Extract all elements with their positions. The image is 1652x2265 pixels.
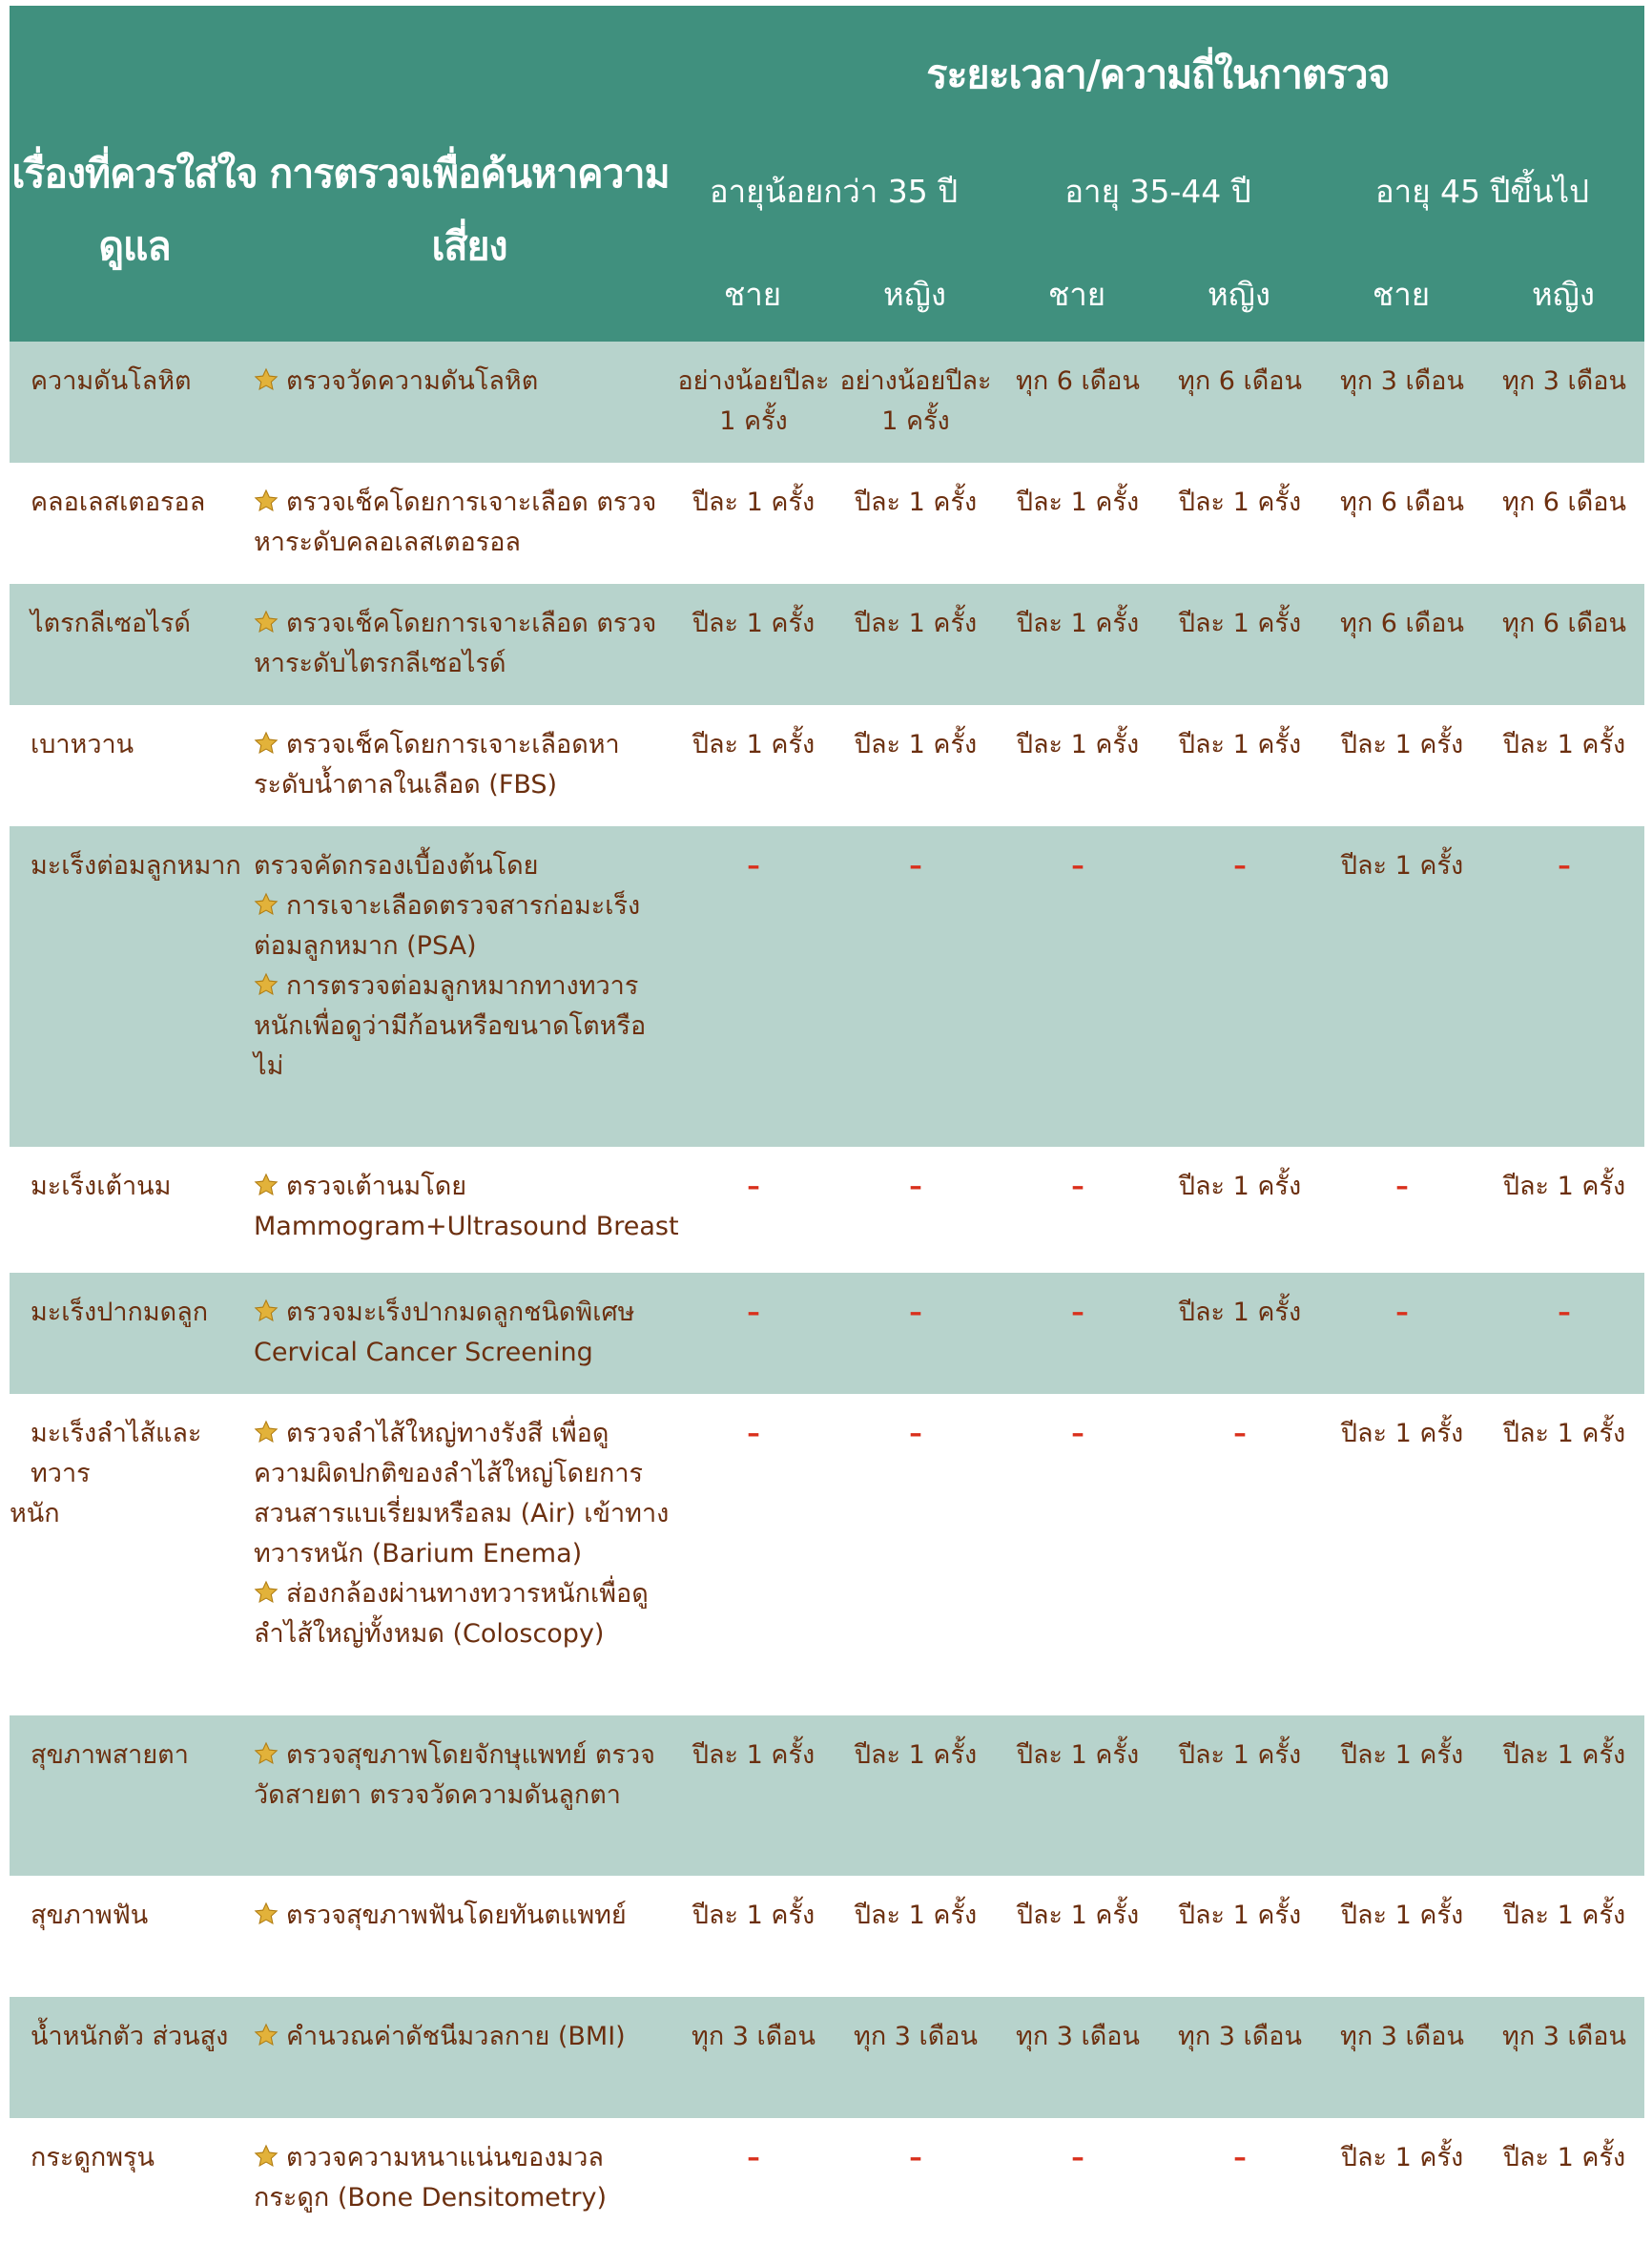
- row-test-line: [254, 1494, 673, 1534]
- freq-cell: [996, 483, 1160, 523]
- row-test-line: [254, 604, 673, 644]
- row-test-text: ตรวจคัดกรองเบื้องต้นโดย: [254, 851, 539, 881]
- freq-line: –: [909, 1172, 922, 1201]
- row-topic: [10, 362, 259, 402]
- freq-line: –: [747, 2143, 760, 2172]
- row-test-text: ตรวจเช็คโดยการเจาะเลือด ตรวจ: [286, 609, 657, 638]
- freq-line: ทุก 6 เดือน: [1502, 488, 1626, 517]
- freq-line: ปีละ 1 ครั้ง: [854, 488, 978, 517]
- freq-cell: [996, 604, 1160, 644]
- freq-not-applicable: [996, 1293, 1160, 1333]
- freq-cell: [1320, 1735, 1484, 1776]
- freq-line: –: [1558, 851, 1571, 881]
- freq-cell: [671, 604, 836, 644]
- freq-line: –: [1071, 2143, 1084, 2172]
- freq-not-applicable: [834, 1293, 998, 1333]
- freq-cell: [1320, 604, 1484, 644]
- row-test: [254, 1414, 673, 1654]
- freq-cell: [671, 2017, 836, 2057]
- row-test-line: [254, 1776, 673, 1816]
- header-topic-line: เรื่องที่ควรใส่ใจ: [11, 151, 258, 197]
- freq-line: ทุก 3 เดือน: [1016, 2022, 1140, 2051]
- row-test: [254, 2138, 673, 2218]
- freq-not-applicable: [1158, 846, 1322, 886]
- row-test-text: การเจาะเลือดตรวจสารก่อมะเร็ง: [286, 891, 641, 921]
- freq-cell: [1158, 725, 1322, 765]
- freq-line: ปีละ 1 ครั้ง: [1340, 2143, 1464, 2172]
- row-test: [254, 483, 673, 563]
- freq-line: –: [1071, 1172, 1084, 1201]
- freq-line: –: [1395, 1298, 1409, 1327]
- row-test-line: [254, 765, 673, 805]
- row-test-line: [254, 1047, 673, 1087]
- freq-line: ปีละ 1 ครั้ง: [854, 609, 978, 638]
- row-topic: [10, 2138, 259, 2178]
- freq-not-applicable: [671, 1414, 836, 1454]
- header-sex: หญิง: [1532, 276, 1595, 313]
- freq-cell: [996, 725, 1160, 765]
- freq-not-applicable: [1158, 2138, 1322, 2178]
- row-test-text: ส่องกล้องผ่านทางทวารหนักเพื่อดู: [286, 1579, 649, 1609]
- freq-cell: [1158, 362, 1322, 402]
- freq-not-applicable: [834, 846, 998, 886]
- row-test-line: [254, 1574, 673, 1614]
- row-topic: [10, 1167, 259, 1207]
- row-test-line: [254, 362, 673, 402]
- freq-cell: [671, 725, 836, 765]
- header-sex: ชาย: [1372, 276, 1431, 313]
- row-topic: [10, 1735, 259, 1776]
- row-topic-line: มะเร็งปากมดลูก: [31, 1298, 209, 1327]
- freq-line: ปีละ 1 ครั้ง: [1178, 488, 1302, 517]
- freq-not-applicable: [996, 846, 1160, 886]
- header-test-line: การตรวจเพื่อค้นหาความ: [269, 151, 670, 197]
- freq-line: ปีละ 1 ครั้ง: [1502, 1419, 1626, 1448]
- row-test-text: ตรวจวัดความดันโลหิต: [286, 366, 539, 396]
- freq-cell: [1320, 2017, 1484, 2057]
- freq-line: ปีละ 1 ครั้ง: [1502, 1172, 1626, 1201]
- row-topic: [10, 725, 259, 765]
- freq-line: ปีละ 1 ครั้ง: [1016, 1901, 1140, 1930]
- freq-not-applicable: [1320, 1293, 1484, 1333]
- freq-line: –: [747, 1419, 760, 1448]
- freq-cell: [1320, 1896, 1484, 1936]
- row-test-line: [254, 1414, 673, 1454]
- freq-cell: [671, 1735, 836, 1776]
- freq-line: –: [1233, 2143, 1247, 2172]
- star-icon: [254, 1299, 279, 1323]
- freq-cell: [834, 1735, 998, 1776]
- freq-line: ปีละ 1 ครั้ง: [1502, 1740, 1626, 1770]
- row-topic-line: มะเร็งเต้านม: [31, 1172, 172, 1201]
- row-test-text: ทวารหนัก (Barium Enema): [254, 1539, 583, 1569]
- freq-line: ปีละ 1 ครั้ง: [1340, 1740, 1464, 1770]
- row-topic-line: คลอเลสเตอรอล: [31, 488, 206, 517]
- freq-line: –: [1233, 1419, 1247, 1448]
- freq-not-applicable: [671, 1293, 836, 1333]
- row-test-text: ต่อมลูกหมาก (PSA): [254, 931, 477, 961]
- freq-line: ปีละ 1 ครั้ง: [854, 1901, 978, 1930]
- freq-not-applicable: [1482, 846, 1646, 886]
- freq-line: ปีละ 1 ครั้ง: [692, 609, 816, 638]
- freq-line: ทุก 6 เดือน: [1340, 609, 1464, 638]
- freq-cell: [1320, 725, 1484, 765]
- freq-cell: [1158, 2017, 1322, 2057]
- star-icon: [254, 2144, 279, 2169]
- row-topic: [10, 483, 259, 523]
- freq-line: ปีละ 1 ครั้ง: [1178, 609, 1302, 638]
- row-test-line: [254, 483, 673, 523]
- freq-cell: [1320, 362, 1484, 402]
- freq-cell: [1482, 483, 1646, 523]
- row-topic-line: ความดันโลหิต: [31, 366, 192, 396]
- freq-line: อย่างน้อยปีละ: [677, 366, 830, 396]
- freq-line: ปีละ 1 ครั้ง: [1502, 2143, 1626, 2172]
- header-topic: [10, 137, 259, 282]
- freq-line: ปีละ 1 ครั้ง: [1016, 730, 1140, 759]
- freq-not-applicable: [1482, 1293, 1646, 1333]
- freq-line: –: [909, 851, 922, 881]
- row-test-line: [254, 1333, 673, 1373]
- row-topic-line: สุขภาพสายตา: [31, 1740, 189, 1770]
- freq-line: อย่างน้อยปีละ: [839, 366, 992, 396]
- row-test-text: ไม่: [254, 1051, 284, 1081]
- header-age-group: อายุน้อยกว่า 35 ปี: [709, 173, 959, 210]
- freq-cell: [1482, 725, 1646, 765]
- header-sex: หญิง: [883, 276, 946, 313]
- freq-cell: [1320, 483, 1484, 523]
- table-row: [10, 826, 1644, 1147]
- row-test-text: สวนสารแบเรี่ยมหรือลม (Air) เข้าทาง: [254, 1499, 670, 1528]
- row-test-text: Mammogram+Ultrasound Breast: [254, 1212, 679, 1241]
- freq-line: ทุก 3 เดือน: [692, 2022, 816, 2051]
- table-row: [10, 1997, 1644, 2118]
- freq-line: –: [1558, 1298, 1571, 1327]
- header-sex: ชาย: [1047, 276, 1106, 313]
- row-test-line: [254, 725, 673, 765]
- freq-not-applicable: [996, 1414, 1160, 1454]
- freq-cell: [834, 725, 998, 765]
- row-test: [254, 604, 673, 684]
- star-icon: [254, 731, 279, 756]
- freq-line: ทุก 3 เดือน: [1340, 2022, 1464, 2051]
- freq-line: –: [747, 1298, 760, 1327]
- row-test-text: ตรวจลำไส้ใหญ่ทางรังสี เพื่อดู: [286, 1419, 609, 1448]
- table-header: [10, 6, 1644, 342]
- freq-line: ปีละ 1 ครั้ง: [854, 730, 978, 759]
- freq-line: ปีละ 1 ครั้ง: [1340, 1419, 1464, 1448]
- freq-cell: [996, 1896, 1160, 1936]
- row-test-text: หนักเพื่อดูว่ามีก้อนหรือขนาดโตหรือ: [254, 1011, 647, 1041]
- freq-not-applicable: [1320, 1167, 1484, 1207]
- row-test-line: [254, 1614, 673, 1654]
- freq-cell: [834, 483, 998, 523]
- freq-cell: [1482, 2138, 1646, 2178]
- freq-cell: [1158, 1167, 1322, 1207]
- freq-cell: [1482, 1414, 1646, 1454]
- row-topic-line: น้ำหนักตัว ส่วนสูง: [31, 2022, 229, 2051]
- freq-line: ปีละ 1 ครั้ง: [1178, 730, 1302, 759]
- freq-cell: [834, 2017, 998, 2057]
- table-row: [10, 1876, 1644, 1997]
- row-test-line: [254, 926, 673, 966]
- row-test-text: หาระดับไตรกลีเซอไรด์: [254, 649, 506, 678]
- row-test-line: [254, 2138, 673, 2178]
- star-icon: [254, 1173, 279, 1197]
- row-test: [254, 1167, 679, 1247]
- freq-line: ปีละ 1 ครั้ง: [692, 730, 816, 759]
- row-test: [254, 846, 673, 1087]
- star-icon: [254, 367, 279, 392]
- row-test-text: หาระดับคลอเลสเตอรอล: [254, 528, 521, 557]
- freq-line: –: [1233, 851, 1247, 881]
- row-topic: [10, 1293, 259, 1333]
- freq-line: ทุก 3 เดือน: [1502, 366, 1626, 396]
- table-row: [10, 584, 1644, 705]
- row-topic-line: เบาหวาน: [31, 730, 134, 759]
- freq-line: –: [909, 1298, 922, 1327]
- freq-line: ปีละ 1 ครั้ง: [1016, 488, 1140, 517]
- freq-line: ทุก 3 เดือน: [1340, 366, 1464, 396]
- freq-line: ปีละ 1 ครั้ง: [1502, 1901, 1626, 1930]
- row-test-line: [254, 523, 673, 563]
- freq-cell: [1482, 1167, 1646, 1207]
- row-test-text: กระดูก (Bone Densitometry): [254, 2183, 607, 2213]
- row-test-line: [254, 846, 673, 886]
- row-test-text: ตรวจสุขภาพโดยจักษุแพทย์ ตรวจ: [286, 1740, 655, 1770]
- header-sex: ชาย: [723, 276, 782, 313]
- row-test: [254, 1896, 673, 1936]
- freq-cell: [1482, 604, 1646, 644]
- star-icon: [254, 2023, 279, 2047]
- row-test-line: [254, 2178, 673, 2218]
- row-topic-line: มะเร็งลำไส้และทวาร: [31, 1419, 202, 1488]
- row-test-line: [254, 1454, 673, 1494]
- table-row: [10, 2118, 1644, 2265]
- freq-cell: [1482, 1735, 1646, 1776]
- freq-line: ปีละ 1 ครั้ง: [1178, 1740, 1302, 1770]
- freq-line: ทุก 3 เดือน: [1502, 2022, 1626, 2051]
- freq-not-applicable: [671, 2138, 836, 2178]
- star-icon: [254, 1741, 279, 1766]
- header-sex: หญิง: [1208, 276, 1270, 313]
- row-test-line: [254, 1207, 679, 1247]
- row-test-line: [254, 1293, 673, 1333]
- star-icon: [254, 972, 279, 997]
- freq-line: –: [1071, 1419, 1084, 1448]
- row-test-text: ตรวจเช็คโดยการเจาะเลือดหา: [286, 730, 620, 759]
- row-test-line: [254, 966, 673, 1007]
- freq-line: ปีละ 1 ครั้ง: [692, 1901, 816, 1930]
- row-test-text: ลำไส้ใหญ่ทั้งหมด (Coloscopy): [254, 1619, 605, 1649]
- row-topic-line: ไตรกลีเซอไรด์: [31, 609, 191, 638]
- freq-line: 1 ครั้ง: [881, 406, 950, 436]
- row-topic-line: มะเร็งต่อมลูกหมาก: [31, 851, 241, 881]
- row-test-text: ความผิดปกติของลำไส้ใหญ่โดยการ: [254, 1459, 644, 1488]
- freq-line: ทุก 6 เดือน: [1340, 488, 1464, 517]
- freq-line: ปีละ 1 ครั้ง: [1178, 1298, 1302, 1327]
- header-topic-line: ดูแล: [98, 223, 171, 269]
- row-test-line: [254, 1534, 673, 1574]
- freq-line: –: [909, 2143, 922, 2172]
- freq-line: ทุก 3 เดือน: [854, 2022, 978, 2051]
- freq-line: –: [1395, 1172, 1409, 1201]
- row-test-text: ตววจความหนาแน่นของมวล: [286, 2143, 604, 2172]
- star-icon: [254, 1580, 279, 1605]
- row-test-text: ตรวจเช็คโดยการเจาะเลือด ตรวจ: [286, 488, 657, 517]
- freq-line: ปีละ 1 ครั้ง: [692, 488, 816, 517]
- freq-cell: [1320, 2138, 1484, 2178]
- freq-cell: [1320, 846, 1484, 886]
- freq-cell: [834, 362, 998, 442]
- row-test-line: [254, 2017, 673, 2057]
- row-test-text: การตรวจต่อมลูกหมากทางทวาร: [286, 971, 639, 1001]
- freq-cell: [996, 1735, 1160, 1776]
- row-test-text: Cervical Cancer Screening: [254, 1338, 593, 1367]
- freq-line: ปีละ 1 ครั้ง: [1340, 730, 1464, 759]
- row-test-text: ระดับน้ำตาลในเลือด (FBS): [254, 770, 558, 800]
- freq-line: ปีละ 1 ครั้ง: [1340, 1901, 1464, 1930]
- freq-line: –: [1071, 851, 1084, 881]
- row-test: [254, 1735, 673, 1816]
- table-row: [10, 1147, 1644, 1273]
- freq-line: ปีละ 1 ครั้ง: [1502, 730, 1626, 759]
- table-row: [10, 463, 1644, 584]
- star-icon: [254, 1901, 279, 1926]
- row-test-text: คำนวณค่าดัชนีมวลกาย (BMI): [286, 2022, 626, 2051]
- freq-cell: [834, 604, 998, 644]
- row-topic-line: กระดูกพรุน: [31, 2143, 155, 2172]
- row-test-line: [254, 1007, 673, 1047]
- freq-line: ทุก 6 เดือน: [1016, 366, 1140, 396]
- freq-cell: [1482, 1896, 1646, 1936]
- freq-not-applicable: [671, 1167, 836, 1207]
- freq-not-applicable: [834, 1414, 998, 1454]
- freq-not-applicable: [996, 1167, 1160, 1207]
- row-test-line: [254, 644, 673, 684]
- freq-not-applicable: [834, 1167, 998, 1207]
- table-row: [10, 705, 1644, 826]
- freq-line: ปีละ 1 ครั้ง: [854, 1740, 978, 1770]
- row-test: [254, 2017, 673, 2057]
- freq-cell: [1320, 1414, 1484, 1454]
- freq-cell: [996, 362, 1160, 402]
- row-topic: [10, 846, 259, 886]
- freq-line: ทุก 3 เดือน: [1178, 2022, 1302, 2051]
- freq-cell: [671, 483, 836, 523]
- freq-line: ปีละ 1 ครั้ง: [1016, 609, 1140, 638]
- header-period-title: ระยะเวลา/ความถี่ในกาตรวจ: [926, 52, 1390, 97]
- freq-not-applicable: [671, 846, 836, 886]
- row-test: [254, 725, 673, 805]
- freq-line: ทุก 6 เดือน: [1502, 609, 1626, 638]
- freq-line: ปีละ 1 ครั้ง: [692, 1740, 816, 1770]
- row-test-line: [254, 1735, 673, 1776]
- freq-cell: [996, 2017, 1160, 2057]
- row-topic: [10, 604, 259, 644]
- row-test: [254, 1293, 673, 1373]
- freq-cell: [1158, 1293, 1322, 1333]
- row-test-line: [254, 1896, 673, 1936]
- star-icon: [254, 892, 279, 917]
- row-test-line: [254, 1167, 673, 1207]
- row-test-text: ตรวจสุขภาพฟันโดยทันตแพทย์: [286, 1901, 627, 1930]
- freq-line: ปีละ 1 ครั้ง: [1340, 851, 1464, 881]
- freq-line: ทุก 6 เดือน: [1178, 366, 1302, 396]
- row-test-text: ตรวจมะเร็งปากมดลูกชนิดพิเศษ: [286, 1298, 635, 1327]
- header-age-group: อายุ 35-44 ปี: [1064, 173, 1251, 210]
- row-topic: [10, 1896, 259, 1936]
- freq-cell: [1482, 362, 1646, 402]
- row-test-text: วัดสายตา ตรวจวัดความดันลูกตา: [254, 1780, 621, 1810]
- star-icon: [254, 1420, 279, 1444]
- table-row: [10, 1715, 1644, 1876]
- row-test: [254, 362, 673, 402]
- freq-cell: [1482, 2017, 1646, 2057]
- row-topic-line: หนัก: [10, 1499, 60, 1528]
- freq-line: ปีละ 1 ครั้ง: [1178, 1172, 1302, 1201]
- freq-cell: [1158, 483, 1322, 523]
- freq-not-applicable: [996, 2138, 1160, 2178]
- row-test-text: ตรวจเต้านมโดย: [286, 1172, 467, 1201]
- freq-not-applicable: [1158, 1414, 1322, 1454]
- table-row: [10, 1394, 1644, 1715]
- row-test-line: [254, 886, 673, 926]
- freq-cell: [1158, 1896, 1322, 1936]
- table-row: [10, 1273, 1644, 1394]
- freq-cell: [671, 1896, 836, 1936]
- freq-cell: [834, 1896, 998, 1936]
- freq-not-applicable: [834, 2138, 998, 2178]
- header-test: [259, 137, 679, 282]
- table-row: [10, 342, 1644, 463]
- header-test-line: เสี่ยง: [431, 223, 507, 269]
- row-topic: [10, 1414, 259, 1534]
- freq-line: –: [909, 1419, 922, 1448]
- freq-line: ปีละ 1 ครั้ง: [1178, 1901, 1302, 1930]
- star-icon: [254, 488, 279, 513]
- freq-cell: [1158, 1735, 1322, 1776]
- header-age-group: อายุ 45 ปีขึ้นไป: [1374, 173, 1590, 210]
- row-topic-line: สุขภาพฟัน: [31, 1901, 149, 1930]
- freq-cell: [1158, 604, 1322, 644]
- freq-line: 1 ครั้ง: [719, 406, 788, 436]
- freq-line: –: [747, 1172, 760, 1201]
- freq-line: –: [1071, 1298, 1084, 1327]
- freq-cell: [671, 362, 836, 442]
- row-topic: [10, 2017, 259, 2057]
- star-icon: [254, 610, 279, 634]
- freq-line: –: [747, 851, 760, 881]
- freq-line: ปีละ 1 ครั้ง: [1016, 1740, 1140, 1770]
